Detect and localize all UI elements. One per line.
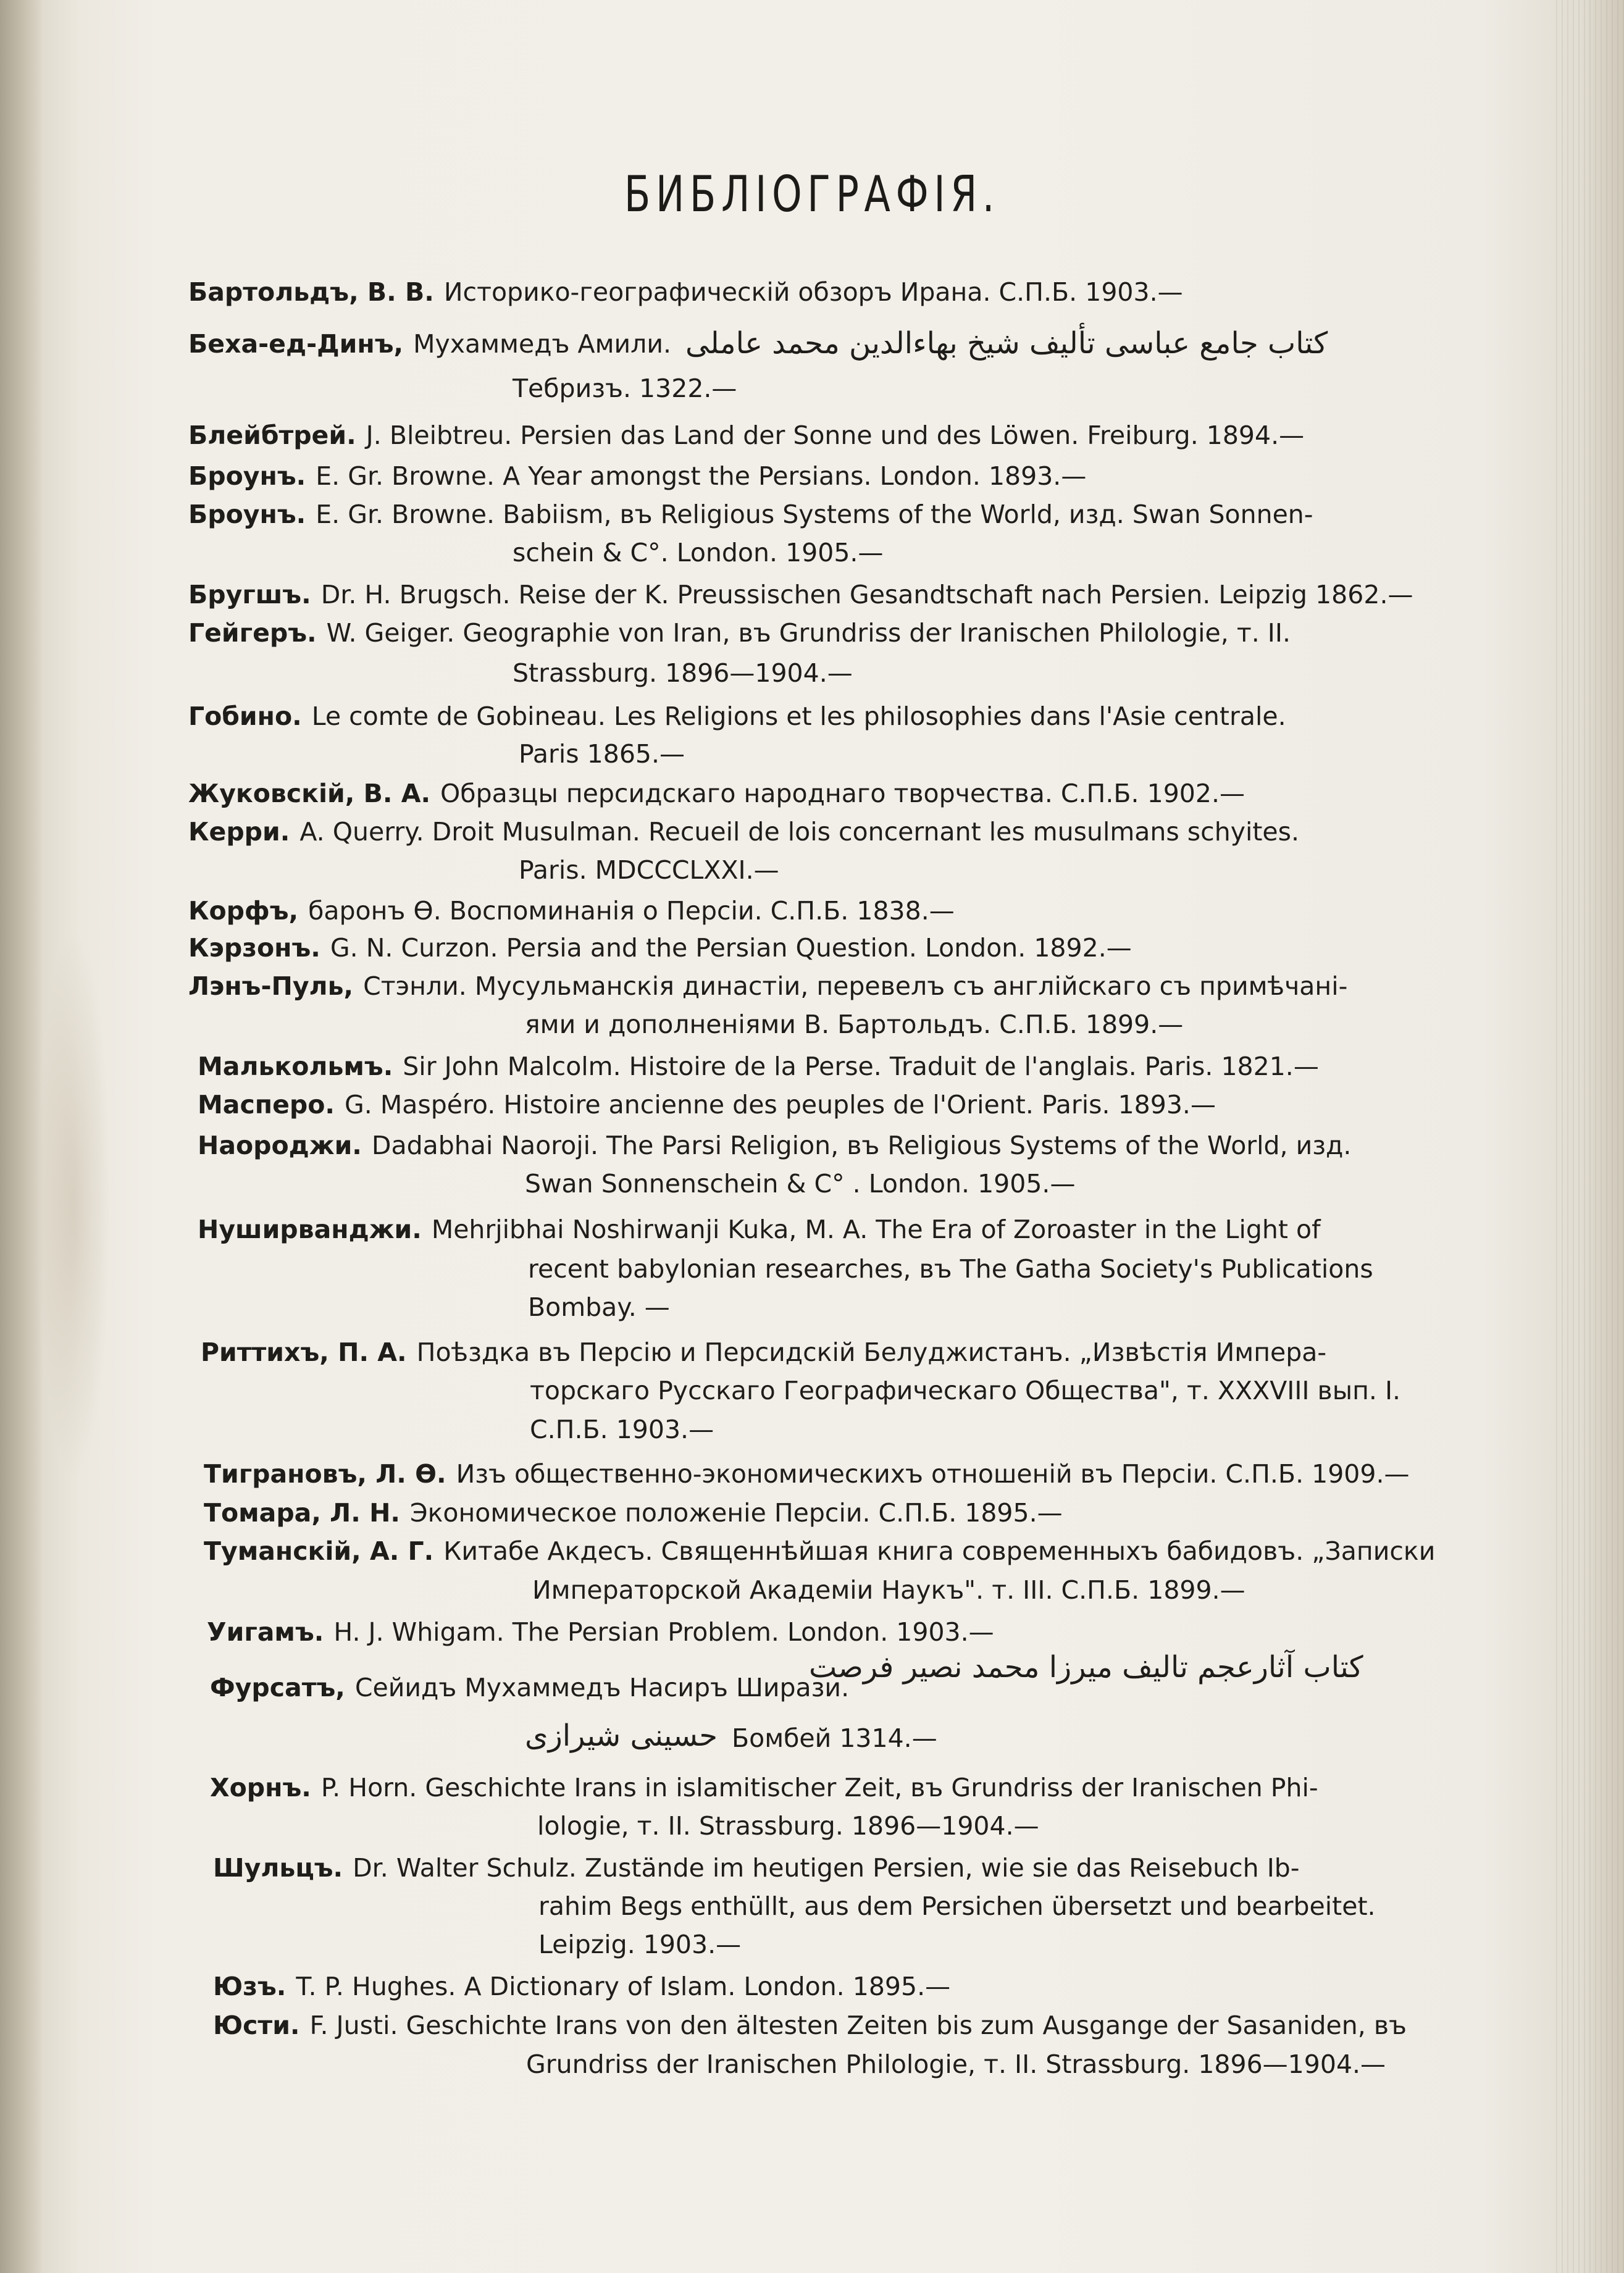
entry-text: Изъ общественно-экономическихъ отношеній въ Персіи. С.П.Б. 1909.— <box>456 1459 1410 1489</box>
entry-author: Жуковскій, В. А. <box>188 779 431 808</box>
entry-2-persian-title: کتاب جامع عباسی تألیف شیخ بهاءالدین محمد عاملی <box>685 326 1328 361</box>
entry-author: Броунъ. <box>188 500 306 529</box>
entry-18-line-2: торскаго Русскаго Географическаго Общества", т. XXXVIII вып. I. <box>530 1376 1401 1405</box>
entry-author: Уигамъ. <box>207 1617 324 1647</box>
entry-text: Сейидъ Мухаммедъ Насиръ Ширази. <box>354 1673 850 1702</box>
entry-text: Mehrjibhai Noshirwanji Kuka, M. A. The Era of Zoroaster in the Light of <box>431 1215 1321 1244</box>
entry-author: Юзъ. <box>213 1972 287 2001</box>
entry-author: Малькольмъ. <box>198 1052 393 1081</box>
entry-4 <box>188 461 1086 492</box>
entry-24-line-2: lologie, т. II. Strassburg. 1896—1904.— <box>537 1811 1039 1841</box>
entry-text: Dr. H. Brugsch. Reise der K. Preussischen Gesandtschaft nach Persien. Leipzig 1862.— <box>320 580 1413 609</box>
entry-author: Бругшъ. <box>188 580 311 609</box>
entry-2 <box>188 329 671 359</box>
entry-text: A. Querry. Droit Musulman. Recueil de lois concernant les musulmans schyites. <box>299 817 1300 847</box>
entry-1 <box>188 277 1183 308</box>
entry-author: Туманскій, А. Г. <box>204 1536 434 1566</box>
entry-10 <box>188 816 1299 847</box>
entry-text: Dr. Walter Schulz. Zustände im heutigen Persien, wie sie das Reisebuch Ib- <box>353 1853 1300 1883</box>
entry-23-persian-author: حسینی شیرازی <box>525 1718 718 1753</box>
entry-6 <box>188 579 1413 610</box>
entry-author: Шульцъ. <box>213 1853 343 1883</box>
entry-author: Хорнъ. <box>210 1773 311 1802</box>
entry-author: Масперо. <box>198 1090 335 1120</box>
entry-15 <box>198 1089 1216 1120</box>
entry-8-line-2: Paris 1865.— <box>519 739 685 769</box>
entry-author: Блейбтрей. <box>188 421 356 450</box>
entry-18 <box>201 1337 1326 1368</box>
entry-16 <box>198 1130 1351 1161</box>
entry-11 <box>188 895 955 926</box>
entry-17-line-2: recent babylonian researches, въ The Gatha Society's Publications <box>528 1254 1373 1284</box>
entry-13-line-2: ями и дополненіями В. Бартольдъ. С.П.Б. 1899.— <box>525 1010 1184 1039</box>
entry-5 <box>188 499 1313 530</box>
entry-24 <box>210 1772 1318 1803</box>
entry-text: W. Geiger. Geographie von Iran, въ Grundriss der Iranischen Philologie, т. II. <box>326 618 1291 648</box>
entry-text: Le comte de Gobineau. Les Religions et les philosophies dans l'Asie centrale. <box>311 701 1286 731</box>
entry-text: Поѣздка въ Персію и Персидскій Белуджистанъ. „Извѣстія Импера- <box>416 1337 1327 1367</box>
entry-text: Образцы персидскаго народнаго творчества. С.П.Б. 1902.— <box>440 779 1245 808</box>
entry-text: баронъ Ѳ. Воспоминанія о Персіи. С.П.Б. 1838.— <box>308 896 955 926</box>
entry-23-persian-title: کتاب آثارعجم تالیف میرزا محمد نصیر فرصت <box>809 1650 1363 1685</box>
entry-5-line-2: schein & C°. London. 1905.— <box>513 538 884 567</box>
entry-13 <box>188 971 1347 1002</box>
entry-21 <box>204 1536 1435 1567</box>
entry-2-line-2: Тебризъ. 1322.— <box>513 374 737 403</box>
entry-12 <box>188 932 1132 963</box>
entry-author: Юсти. <box>213 2011 300 2040</box>
entry-author: Броунъ. <box>188 461 306 491</box>
entry-author: Риттихъ, П. А. <box>201 1337 407 1367</box>
entry-text: Мухаммедъ Амили. <box>413 329 672 359</box>
entry-text: Историко-географическій обзоръ Ирана. С.П.Б. 1903.— <box>443 277 1183 307</box>
entry-author: Тиграновъ, Л. Ѳ. <box>204 1459 446 1489</box>
entry-text: E. Gr. Browne. A Year amongst the Persians. London. 1893.— <box>316 461 1087 491</box>
entry-14 <box>198 1051 1319 1082</box>
entry-text: F. Justi. Geschichte Irans von den ältesten Zeiten bis zum Ausgange der Sasaniden, въ <box>309 2011 1407 2040</box>
entry-author: Томара, Л. Н. <box>204 1498 400 1528</box>
entry-27-line-2: Grundriss der Iranischen Philologie, т. II. Strassburg. 1896—1904.— <box>526 2049 1386 2079</box>
entry-27 <box>213 2010 1407 2041</box>
entry-author: Корфъ, <box>188 896 299 926</box>
entry-9 <box>188 778 1245 809</box>
entry-23 <box>210 1672 849 1703</box>
entry-text: T. P. Hughes. A Dictionary of Islam. London. 1895.— <box>296 1972 951 2001</box>
entry-17-line-3: Bombay. — <box>528 1292 670 1322</box>
entry-text: G. N. Curzon. Persia and the Persian Question. London. 1892.— <box>330 933 1132 963</box>
entry-17 <box>198 1214 1321 1245</box>
entry-text: H. J. Whigam. The Persian Problem. London. 1903.— <box>333 1617 994 1647</box>
entry-25-line-3: Leipzig. 1903.— <box>538 1930 742 1959</box>
entry-26 <box>213 1971 950 2002</box>
entry-text: Китабе Акдесъ. Священнѣйшая книга современныхъ бабидовъ. „Записки <box>443 1536 1436 1566</box>
entry-text: Стэнли. Мусульманскія династіи, перевелъ съ англійскаго съ примѣчані- <box>363 971 1348 1001</box>
entry-text: Экономическое положеніе Персіи. С.П.Б. 1895.— <box>409 1498 1063 1528</box>
entry-18-line-3: С.П.Б. 1903.— <box>530 1415 714 1444</box>
entry-7-line-2: Strassburg. 1896—1904.— <box>513 658 853 688</box>
entry-22 <box>207 1617 994 1647</box>
entry-author: Нуширванджи. <box>198 1215 422 1244</box>
entry-author: Наороджи. <box>198 1131 362 1160</box>
entry-21-line-2: Императорской Академіи Наукъ". т. III. С.П.Б. 1899.— <box>532 1575 1245 1605</box>
entry-text: E. Gr. Browne. Babiism, въ Religious Systems of the World, изд. Swan Sonnen- <box>316 500 1313 529</box>
entry-author: Фурсатъ, <box>210 1673 345 1702</box>
entry-author: Кэрзонъ. <box>188 933 320 963</box>
page-title: БИБЛІОГРАФІЯ. <box>624 165 1000 223</box>
entry-25 <box>213 1852 1300 1883</box>
entry-text: G. Maspéro. Histoire ancienne des peuples de l'Orient. Paris. 1893.— <box>345 1090 1216 1120</box>
entry-text: Sir John Malcolm. Histoire de la Perse. Traduit de l'anglais. Paris. 1821.— <box>403 1052 1319 1081</box>
entry-text: P. Horn. Geschichte Irans in islamitischer Zeit, въ Grundriss der Iranischen Phi- <box>320 1773 1318 1802</box>
entry-text: J. Bleibtreu. Persien das Land der Sonne und des Löwen. Freiburg. 1894.— <box>366 421 1305 450</box>
entry-8 <box>188 701 1286 732</box>
entry-author: Керри. <box>188 817 290 847</box>
entry-author: Лэнъ-Пуль, <box>188 971 354 1001</box>
entry-author: Гейгеръ. <box>188 618 317 648</box>
entry-19 <box>204 1459 1410 1489</box>
entry-text: Dadabhai Naoroji. The Parsi Religion, въ Religious Systems of the World, изд. <box>371 1131 1352 1160</box>
entry-16-line-2: Swan Sonnenschein & C° . London. 1905.— <box>525 1169 1076 1199</box>
entry-20 <box>204 1497 1063 1528</box>
entry-author: Бартольдъ, В. В. <box>188 277 434 307</box>
entry-3 <box>188 420 1304 451</box>
entry-author: Беха-ед-Динъ, <box>188 329 404 359</box>
entry-author: Гобино. <box>188 701 302 731</box>
entry-10-line-2: Paris. MDCCCLXXI.— <box>519 855 779 885</box>
entry-23-line-2: Бомбей 1314.— <box>732 1723 937 1753</box>
entry-25-line-2: rahim Begs enthüllt, aus dem Persichen übersetzt und bearbeitet. <box>538 1891 1376 1921</box>
entry-7 <box>188 617 1291 648</box>
